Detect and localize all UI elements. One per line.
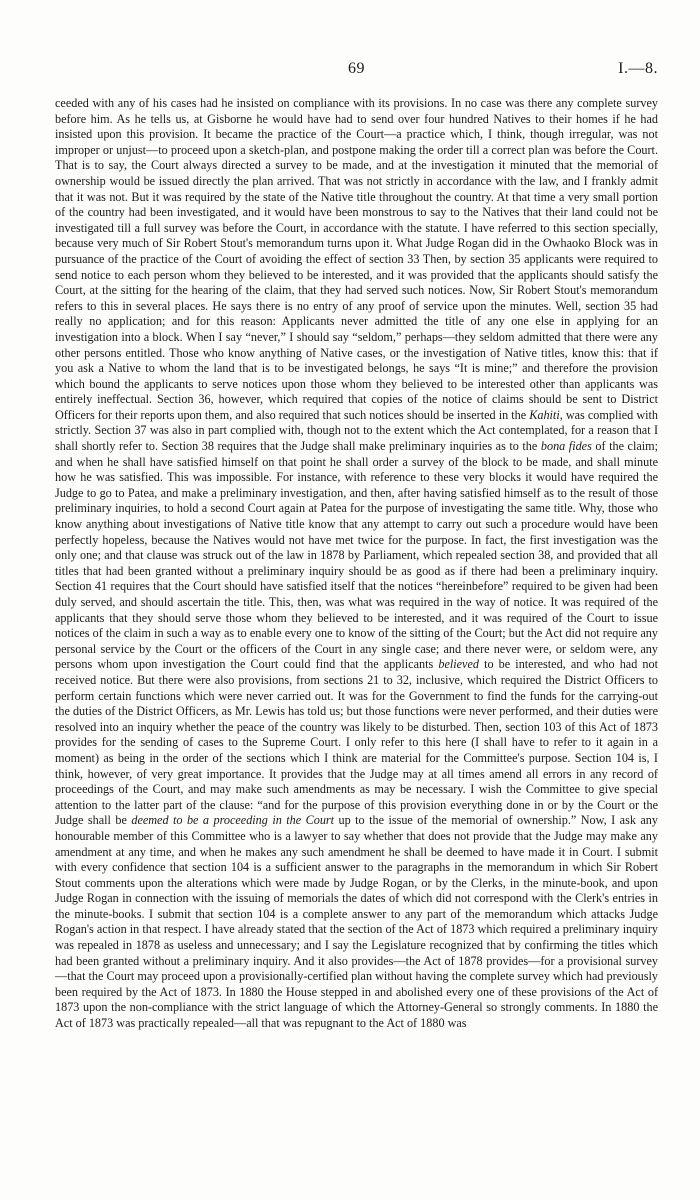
page-number: 69 (348, 60, 365, 77)
body-paragraph (55, 96, 658, 1032)
page-header (55, 60, 658, 80)
text-segment: of the claim; and when he shall have satisfied himself on that point he shall order a survey of the block to be made, and shall minute how he was satisfied. This was impossible. For instance, with reference to these very blocks it would have required the Judge to go to Patea, and make a preliminary investigation, and then, after having satisfied himself as to the result of those preliminary inquiries, to hold a second Court again at Patea for the purpose of investigating the same title. Why, those who know anything about investigations of Native title know that any attempt to carry out such a procedure would have been perfectly hopeless, because the Natives would not have met twice for the purpose. In fact, the first investigation was the only one; and that clause was struck out of the law in 1878 by Parliament, which repealed section 38, and provided that all titles that had been granted without a preliminary inquiry should be as good as if there had been a preliminary inquiry. Section 41 requires that the Court should have satisfied itself that the notices “hereinbefore” required to be given had been duly served, and should ascertain the title. This, then, was what was required in the way of notice. It was required of the applicants that they should serve those whom they believed to be interested, and it was required of the Court to issue notices of the claim in such a way as to enable every one to know of the sitting of the Court; but the Act did not require any personal service by the Court or the officers of the Court in any single case; and there never were, or seldom were, any persons whom upon investigation the Court could find that the applicants (55, 439, 658, 672)
text-segment: up to the issue of the memorial of ownership.” Now, I ask any honourable member of this Committee who is a lawyer to say whether that does not provide that the Judge may make any amendment at any time, and when he makes any such amendment he shall be deemed to have made it in Court. I submit with every confidence that section 104 is a sufficient answer to the paragraphs in the memorandum in which Sir Robert Stout comments upon the alterations which were made by Judge Rogan, or by the Clerks, in the minute-book, and upon Judge Rogan in connection with the issuing of memorials the dates of which did not correspond with the Clerk's entries in the minute-books. I submit that section 104 is a complete answer to any part of the memorandum which attacks Judge Rogan's action in that respect. I have already stated that the section of the Act of 1873 which required a preliminary inquiry was repealed in 1878 as useless and unnecessary; and I say the Legislature recognized that by confirming the titles which had been granted without a preliminary inquiry. And it also provides—the Act of 1878 provides—for a provisional survey—that the Court may proceed upon a provisionally-certified plan without having the complete survey which had previously been required by the Act of 1873. In 1880 the House stepped in and abolished every one of these provisions of the Act of 1873 upon the non-compliance with the strict language of which the Attorney-General so strongly comments. In 1880 the Act of 1873 was practically repealed—all that was repugnant to the Act of 1880 was (55, 813, 658, 1031)
body-text (55, 96, 658, 1032)
italic-phrase-deemed: deemed to be a proceeding in the Court (131, 813, 335, 828)
italic-term-believed: believed (438, 657, 479, 672)
text-segment: to be interested, and who had not received notice. But there were also provisions, from sections 21 to 32, inclusive, which required the District Officers to perform certain functions which were never carried out. It was for the Government to find the funds for the carrying-out the duties of the District Officers, as Mr. Lewis has told us; but those functions were never performed, and their duties were resolved into an inquiry whether the peace of the country was likely to be disturbed. Then, section 103 of this Act of 1873 provides for the sending of cases to the Supreme Court. I only refer to this here (I shall have to refer to it again in a moment) as being in the order of the sections which I think are material for the Committee's purpose. Section 104 is, I think, however, of very great importance. It provides that the Judge may at all times amend all errors in any record of proceedings of the Court, and may make such amendments as may be necessary. I wish the Committee to give special attention to the latter part of the clause: “and for the purpose of this provision everything done in or by the Court or the Judge shall be (55, 657, 658, 828)
italic-term-kahiti: Kahiti (529, 407, 560, 422)
text-segment: , was complied with strictly. Section 37 was also in part complied with, though not to the extent which the Act contemplated, for a reason that I shall shortly refer to. Section 38 requires that the Judge shall make preliminary inquiries as to the (55, 407, 658, 454)
document-reference: I.—8. (618, 60, 658, 77)
text-segment: ceeded with any of his cases had he insisted on compliance with its provisions. In no case was there any complete survey before him. As he tells us, at Gisborne he would have had to send over four hundred Natives to their homes if he had insisted upon this provision. It became the practice of the Court—a practice which, I think, though irregular, was not improper or unjust—to proceed upon a sketch-plan, and postpone making the order till a correct plan was before the Court. That is to say, the Court always directed a survey to be made, and at the investigation it minuted that the memorial of ownership would be issued directly the plan arrived. That was not strictly in accordance with the law, and I frankly admit that it was not. But it was required by the state of the Native title throughout the country. At that time a very small portion of the country had been investigated, and it would have been monstrous to say to the Natives that their land could not be investigated till a full survey was before the Court, in accordance with the statute. I have referred to this section specially, because very much of Sir Robert Stout's memorandum turns upon it. What Judge Rogan did in the Owhaoko Block was in pursuance of the practice of the Court of avoiding the effect of section 33 Then, by section 35 applicants were required to send notice to each person whom they believed to be interested, and it was provided that the applicants should satisfy the Court, at the sitting for the hearing of the claim, that they had served such notices. Now, Sir Robert Stout's memorandum refers to this in several places. He says there is no entry of any proof of service upon the minutes. Well, section 35 had really no application; and for this reason: Applicants never admitted the title of any one else in applying for an investigation into a block. When I say “never,” I should say “seldom,” perhaps—they seldom admitted that there were any other persons entitled. Those who know anything of Native cases, or the investigation of Native titles, know this: that if you ask a Native to whom the land that is to be investigated belongs, he says “It is mine;” and therefore the provision which bound the applicants to serve notices upon those whom they believed to be interested other than applicants was entirely ineffectual. Section 36, however, which required that copies of the notice of claims should be sent to District Officers for their reports upon them, and also required that such notices should be inserted in the (55, 96, 658, 422)
italic-term-bona-fides: bona fides (540, 439, 592, 454)
